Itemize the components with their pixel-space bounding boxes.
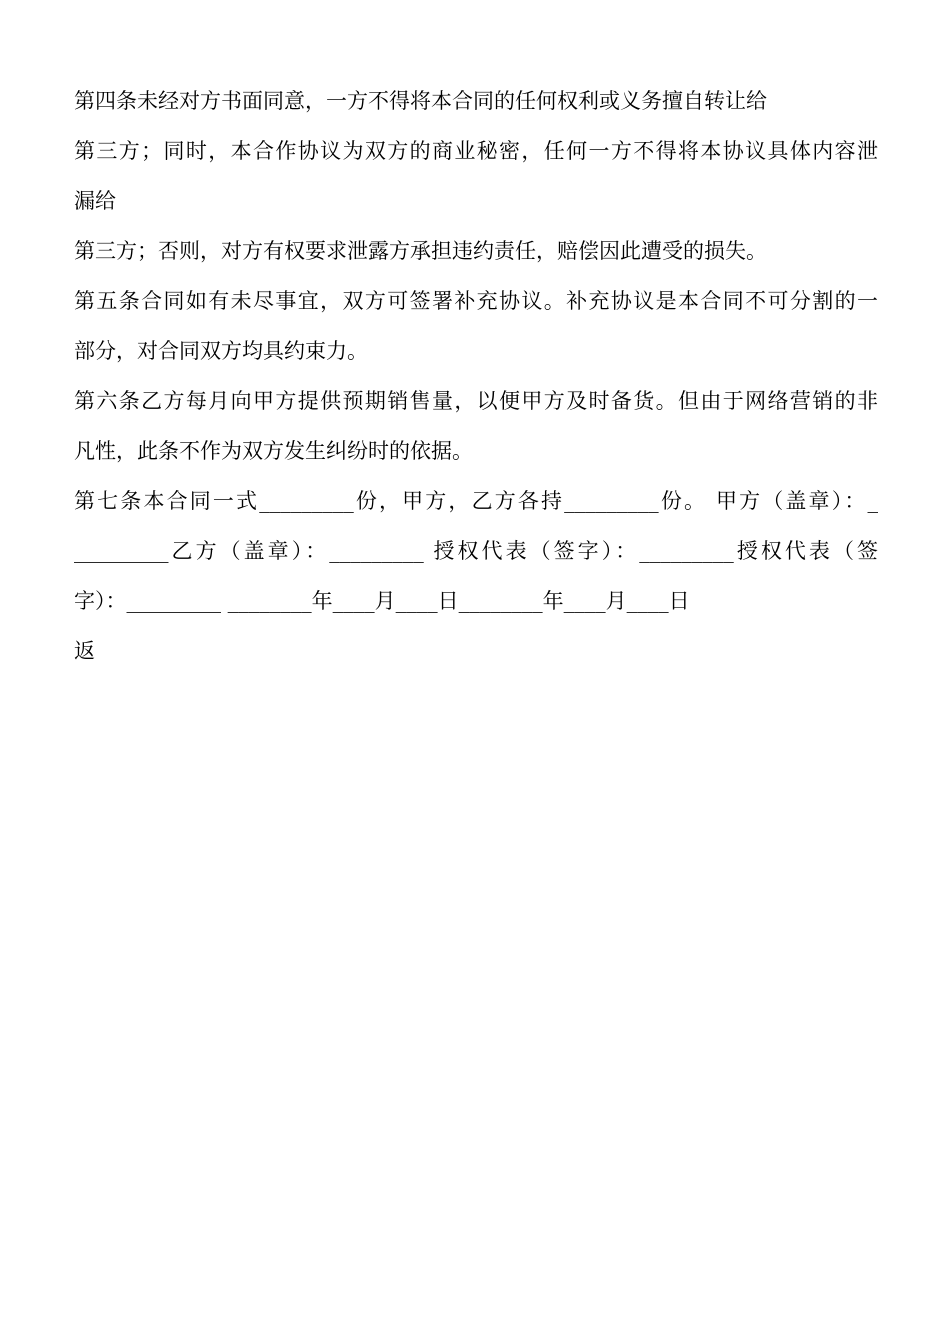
- article-4-line-1: 第四条未经对方书面同意，一方不得将本合同的任何权利或义务擅自转让给: [74, 89, 767, 113]
- signature-date-line: 字）：_________ ________年____月____日________年____月____日: [74, 589, 690, 613]
- article-6-line-1: 第六条乙方每月向甲方提供预期销售量，以便甲方及时备货。但由于网络营销的非: [74, 389, 878, 413]
- article-5-line-1: 第五条合同如有未尽事宜，双方可签署补充协议。补充协议是本合同不可分割的一: [74, 289, 878, 313]
- article-4-line-2: 第三方；同时，本合作协议为双方的商业秘密，任何一方不得将本协议具体内容泄: [74, 139, 878, 163]
- article-4-line-4: 第三方；否则，对方有权要求泄露方承担违约责任，赔偿因此遭受的损失。: [74, 239, 767, 263]
- article-6-line-2: 凡性，此条不作为双方发生纠纷时的依据。: [74, 439, 473, 463]
- article-5-line-2: 部分，对合同双方均具约束力。: [74, 339, 368, 363]
- signature-line-1: _________乙方（盖章）：_________ 授权代表（签字）：_________授权代表（签: [74, 539, 878, 563]
- article-4-line-3: 漏给: [74, 189, 116, 213]
- article-7-line-1: 第七条本合同一式_________份，甲方，乙方各持_________份。 甲方（盖章）：_: [74, 489, 878, 513]
- document-body: [74, 76, 878, 676]
- return-text: 返: [74, 639, 95, 663]
